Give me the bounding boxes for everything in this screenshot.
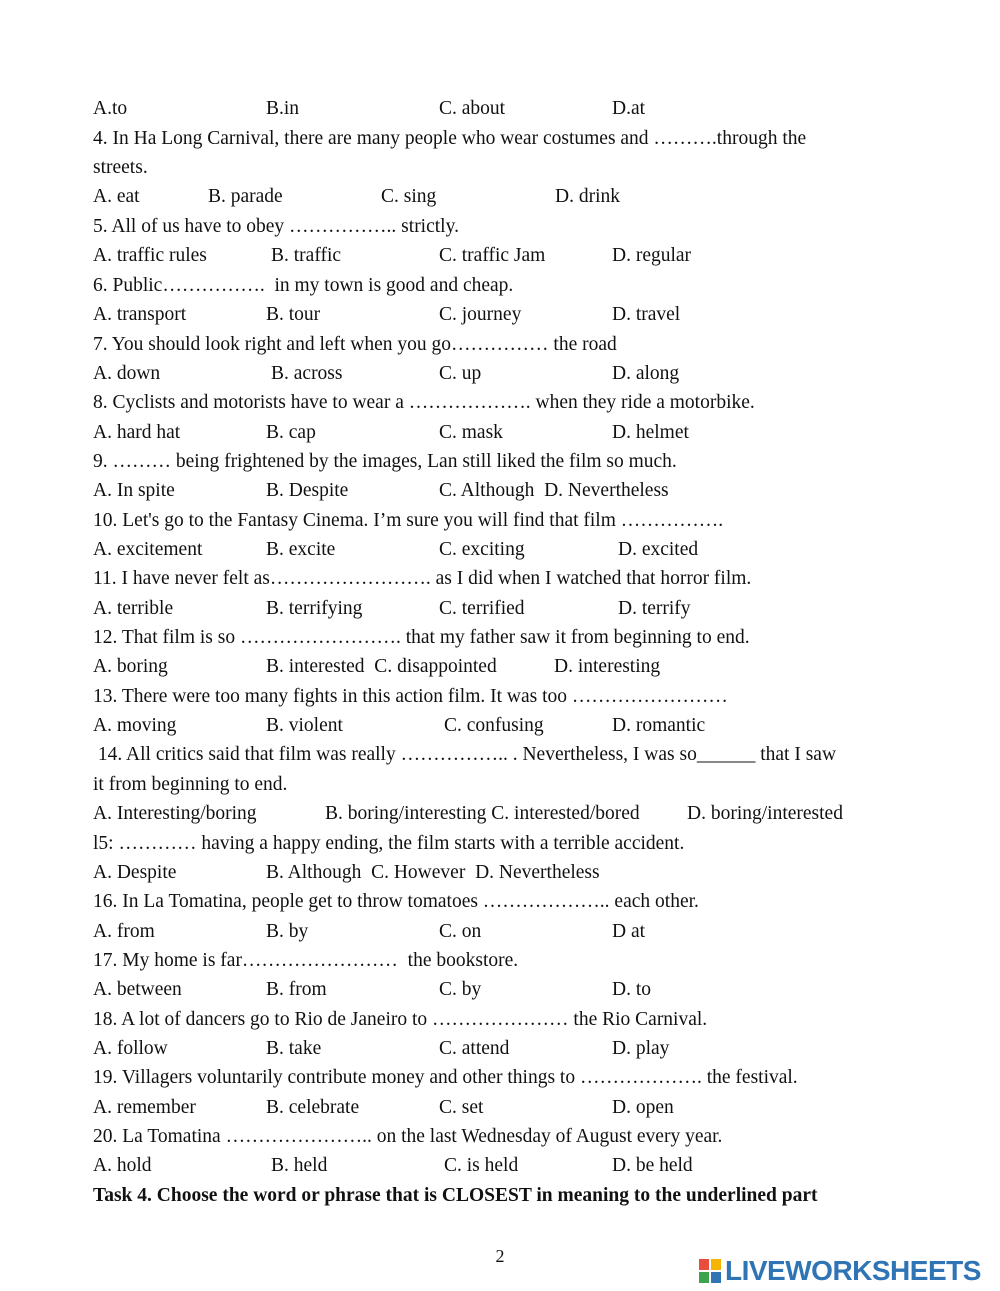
question-text: 7. You should look right and left when you go…………… the road <box>93 334 617 355</box>
question-text: 17. My home is far…………………… the bookstore. <box>93 950 519 971</box>
answer-option: B. parade <box>208 186 283 207</box>
answer-option: B. interested C. disappointed <box>266 656 497 677</box>
answer-option: C. is held <box>444 1155 519 1176</box>
answer-option: D. terrify <box>618 598 691 619</box>
answer-option: B.in <box>266 98 300 119</box>
answer-option: C. on <box>439 921 482 942</box>
answer-option: A. hold <box>93 1155 152 1176</box>
answer-option: D. along <box>612 363 680 384</box>
answer-option: B. boring/interesting C. interested/bored <box>325 803 640 824</box>
question-text: 8. Cyclists and motorists have to wear a ………………. when they ride a motorbike. <box>93 392 755 413</box>
answer-option: A. In spite <box>93 480 175 501</box>
question-text: l5: ………… having a happy ending, the film starts with a terrible accident. <box>93 833 685 854</box>
question-text: 18. A lot of dancers go to Rio de Janeiro to ………………… the Rio Carnival. <box>93 1009 708 1030</box>
answer-option: D. travel <box>612 304 681 325</box>
answer-option: B. take <box>266 1038 322 1059</box>
answer-option: B. across <box>271 363 343 384</box>
answer-option: D. be held <box>612 1155 693 1176</box>
question-text: streets. <box>93 157 148 178</box>
answer-option: D.at <box>612 98 646 119</box>
answer-option: A. boring <box>93 656 168 677</box>
answer-option: D. boring/interested <box>687 803 843 824</box>
answer-option: C. about <box>439 98 506 119</box>
logo-tile-blue <box>710 1271 722 1284</box>
answer-option: D. helmet <box>612 422 689 443</box>
answer-option: D. play <box>612 1038 670 1059</box>
answer-option: B. cap <box>266 422 316 443</box>
answer-option: A. from <box>93 921 155 942</box>
answer-option: A. remember <box>93 1097 196 1118</box>
answer-option: B. violent <box>266 715 343 736</box>
answer-option: C. by <box>439 979 482 1000</box>
page-number: 2 <box>495 1246 505 1266</box>
brand-logo-text: LIVEWORKSHEETS <box>725 1255 981 1286</box>
answer-option: C. exciting <box>439 539 525 560</box>
logo-tile-red <box>698 1258 710 1271</box>
answer-option: D. drink <box>555 186 620 207</box>
answer-option: A. Despite <box>93 862 177 883</box>
answer-option: B. traffic <box>271 245 342 266</box>
question-text: 10. Let's go to the Fantasy Cinema. I’m sure you will find that film ……………. <box>93 510 724 531</box>
answer-option: C. confusing <box>444 715 544 736</box>
answer-option: C. journey <box>439 304 522 325</box>
answer-option: A. excitement <box>93 539 203 560</box>
answer-option: B. celebrate <box>266 1097 360 1118</box>
answer-option: B. excite <box>266 539 336 560</box>
answer-option: C. terrified <box>439 598 525 619</box>
answer-option: C. attend <box>439 1038 510 1059</box>
question-text: 11. I have never felt as……………………. as I did when I watched that horror film. <box>93 568 752 589</box>
question-text: it from beginning to end. <box>93 774 288 795</box>
answer-option: B. Despite <box>266 480 349 501</box>
answer-option: B. tour <box>266 304 321 325</box>
question-text: 12. That film is so ……………………. that my father saw it from beginning to end. <box>93 627 750 648</box>
answer-option: B. by <box>266 921 309 942</box>
answer-option: D. interesting <box>554 656 661 677</box>
question-text: 4. In Ha Long Carnival, there are many people who wear costumes and ……….through the <box>93 128 807 149</box>
question-text: 9. ……… being frightened by the images, Lan still liked the film so much. <box>93 451 677 472</box>
question-text: 6. Public……………. in my town is good and cheap. <box>93 275 514 296</box>
answer-option: A. Interesting/boring <box>93 803 257 824</box>
question-text: 13. There were too many fights in this action film. It was too …………………… <box>93 686 728 707</box>
question-text: 14. All critics said that film was really …………….. . Nevertheless, I was so______ that I saw <box>93 744 837 765</box>
answer-option: C. Although D. Nevertheless <box>439 480 669 501</box>
answer-option: D. to <box>612 979 651 1000</box>
question-text: 20. La Tomatina ………………….. on the last Wednesday of August every year. <box>93 1126 723 1147</box>
answer-option: A. hard hat <box>93 422 181 443</box>
answer-option: D. romantic <box>612 715 706 736</box>
answer-option: D at <box>612 921 646 942</box>
answer-option: C. set <box>439 1097 484 1118</box>
answer-option: A. transport <box>93 304 187 325</box>
answer-option: D. excited <box>618 539 699 560</box>
question-text: 19. Villagers voluntarily contribute money and other things to ………………. the festival. <box>93 1067 798 1088</box>
answer-option: A.to <box>93 98 128 119</box>
answer-option: A. between <box>93 979 182 1000</box>
answer-option: B. from <box>266 979 327 1000</box>
answer-option: A. terrible <box>93 598 174 619</box>
answer-option: A. traffic rules <box>93 245 207 266</box>
task-heading: Task 4. Choose the word or phrase that is CLOSEST in meaning to the underlined part <box>93 1185 818 1206</box>
answer-option: D. open <box>612 1097 674 1118</box>
question-text: 16. In La Tomatina, people get to throw tomatoes ……………….. each other. <box>93 891 699 912</box>
answer-option: C. traffic Jam <box>439 245 546 266</box>
answer-option: B. terrifying <box>266 598 363 619</box>
question-text: 5. All of us have to obey …………….. strictly. <box>93 216 459 237</box>
brand-logo <box>698 1256 981 1286</box>
logo-tile-green <box>698 1271 710 1284</box>
answer-option: B. Although C. However D. Nevertheless <box>266 862 600 883</box>
answer-option: C. up <box>439 363 482 384</box>
brand-logo-icon <box>698 1258 722 1284</box>
answer-option: C. sing <box>381 186 437 207</box>
answer-option: A. down <box>93 363 161 384</box>
answer-option: B. held <box>271 1155 328 1176</box>
answer-option: D. regular <box>612 245 692 266</box>
answer-option: A. follow <box>93 1038 168 1059</box>
logo-tile-yellow <box>710 1258 722 1271</box>
answer-option: A. moving <box>93 715 177 736</box>
answer-option: C. mask <box>439 422 503 443</box>
answer-option: A. eat <box>93 186 140 207</box>
